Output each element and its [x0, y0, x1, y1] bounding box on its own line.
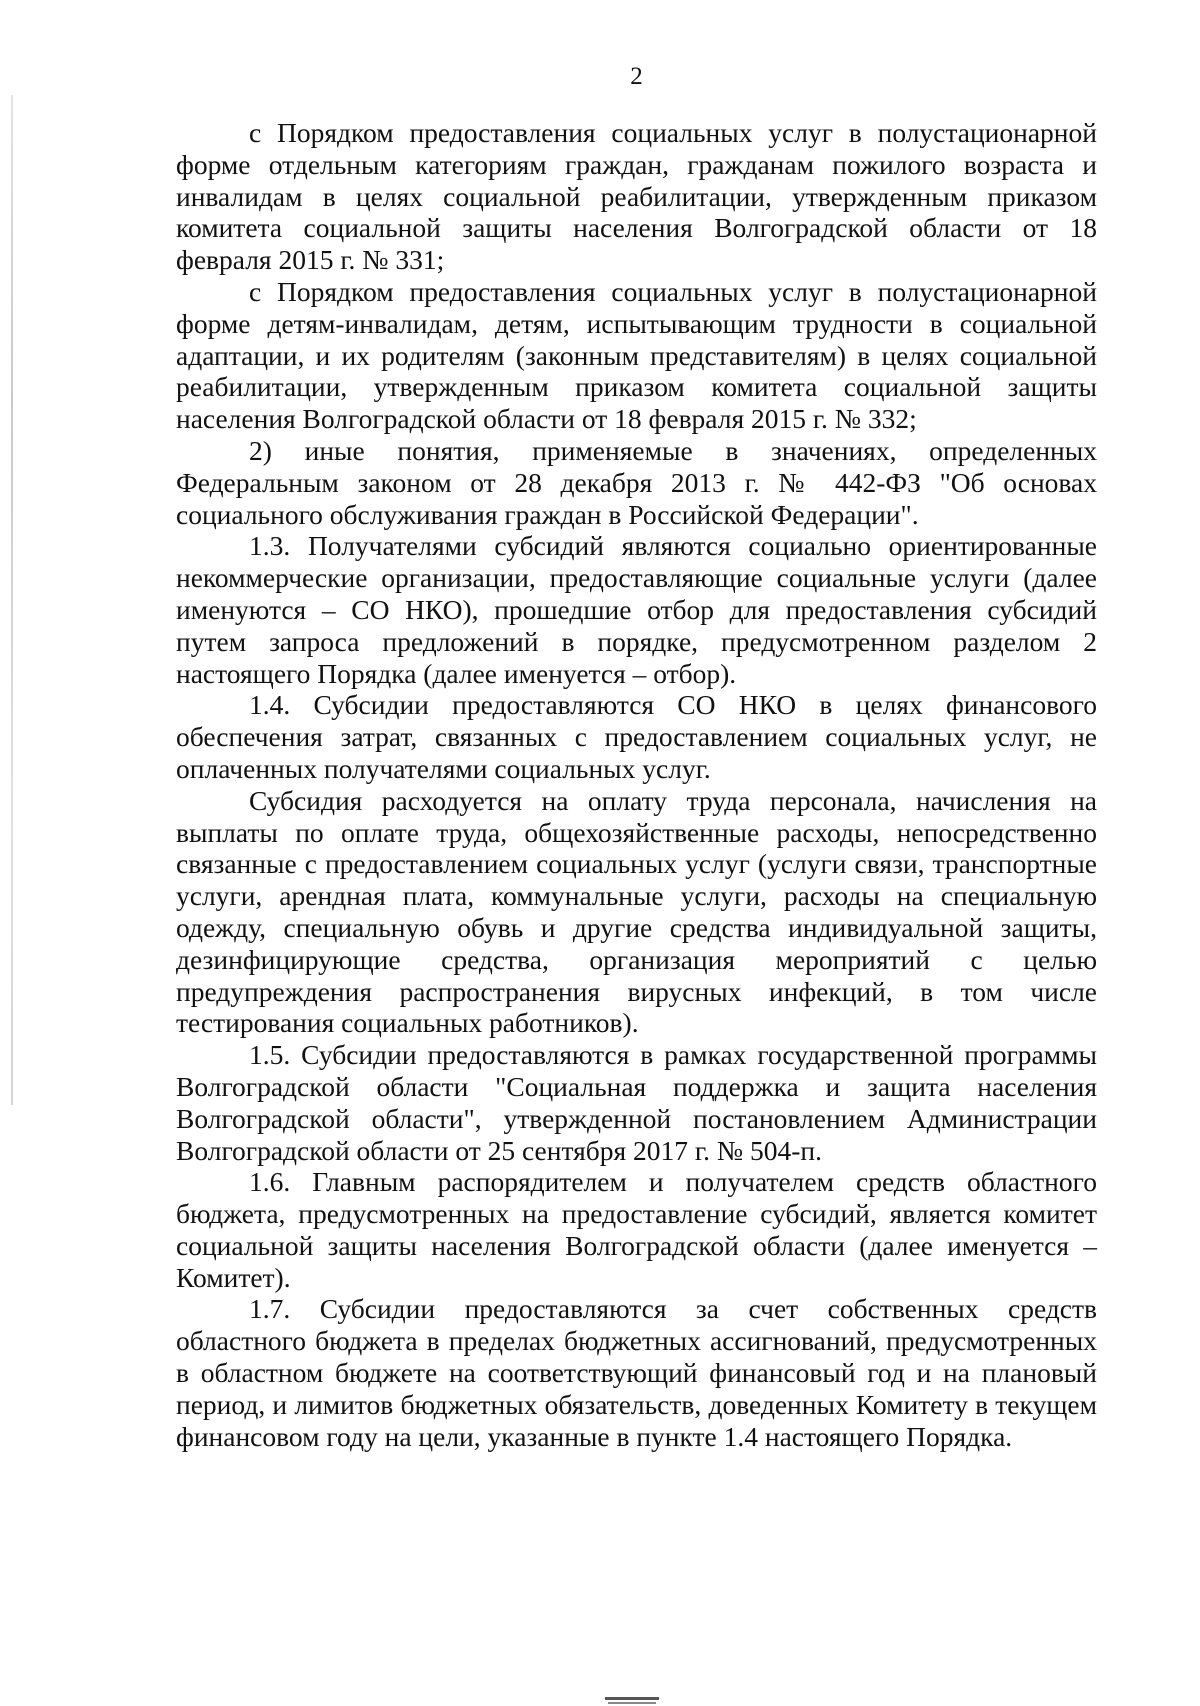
paragraph-1-6: 1.6. Главным распорядителем и получателем средств областного бюджета, предусмотренных на предоставление субсидий, является комитет социальной защиты населения Волгоградской области (далее именуется – Комитет). — [176, 1166, 1097, 1293]
paragraph-other-concepts: 2) иные понятия, применяемые в значениях, определенных Федеральным законом от 28 декабря 2013 г. № 442-ФЗ "Об основах социального обслуживания граждан в Российской Федерации". — [176, 434, 1097, 530]
scan-margin-line — [11, 95, 13, 1105]
paragraph-1-7: 1.7. Субсидии предоставляются за счет собственных средств областного бюджета в пределах бюджетных ассигнований, предусмотренных в областном бюджете на соответствующий финансовый год и на плановый период, и лимитов бюджетных обязательств, доведенных Комитету в текущем финансовом году на цели, указанные в пункте 1.4 настоящего Порядка. — [176, 1293, 1097, 1452]
document-body — [176, 117, 1097, 1452]
paragraph-subsidy-expenses: Субсидия расходуется на оплату труда персонала, начисления на выплаты по оплате труда, общехозяйственные расходы, непосредственно связанные с предоставлением социальных услуг (услуги связи, транспортные услуги, арендная плата, коммунальные услуги, расходы на специальную одежду, специальную обувь и другие средства индивидуальной защиты, дезинфицирующие средства, организация мероприятий с целью предупреждения распространения вирусных инфекций, в том числе тестирования социальных работников). — [176, 784, 1097, 1039]
page-bottom-mark-underline — [608, 1702, 656, 1704]
paragraph-order-331: с Порядком предоставления социальных услуг в полустационарной форме отдельным категориям граждан, гражданам пожилого возраста и инвалидам в целях социальной реабилитации, утвержденным приказом комитета социальной защиты населения Волгоградской области от 18 февраля 2015 г. № 331; — [176, 117, 1097, 276]
page-number: 2 — [630, 63, 643, 90]
paragraph-1-3: 1.3. Получателями субсидий являются социально ориентированные некоммерческие организации, предоставляющие социальные услуги (далее именуются – СО НКО), прошедшие отбор для предоставления субсидий путем запроса предложений в порядке, предусмотренном разделом 2 настоящего Порядка (далее именуется – отбор). — [176, 530, 1097, 689]
paragraph-1-5: 1.5. Субсидии предоставляются в рамках государственной программы Волгоградской области "Социальная поддержка и защита населения Волгоградской области", утвержденной постановлением Администрации Волгоградской области от 25 сентября 2017 г. № 504-п. — [176, 1039, 1097, 1166]
paragraph-order-332: с Порядком предоставления социальных услуг в полустационарной форме детям-инвалидам, детям, испытывающим трудности в социальной адаптации, и их родителям (законным представителям) в целях социальной реабилитации, утвержденным приказом комитета социальной защиты населения Волгоградской области от 18 февраля 2015 г. № 332; — [176, 275, 1097, 435]
page-bottom-mark — [605, 1697, 659, 1700]
paragraph-1-4: 1.4. Субсидии предоставляются СО НКО в целях финансового обеспечения затрат, связанных с предоставлением социальных услуг, не оплаченных получателями социальных услуг. — [176, 689, 1097, 784]
